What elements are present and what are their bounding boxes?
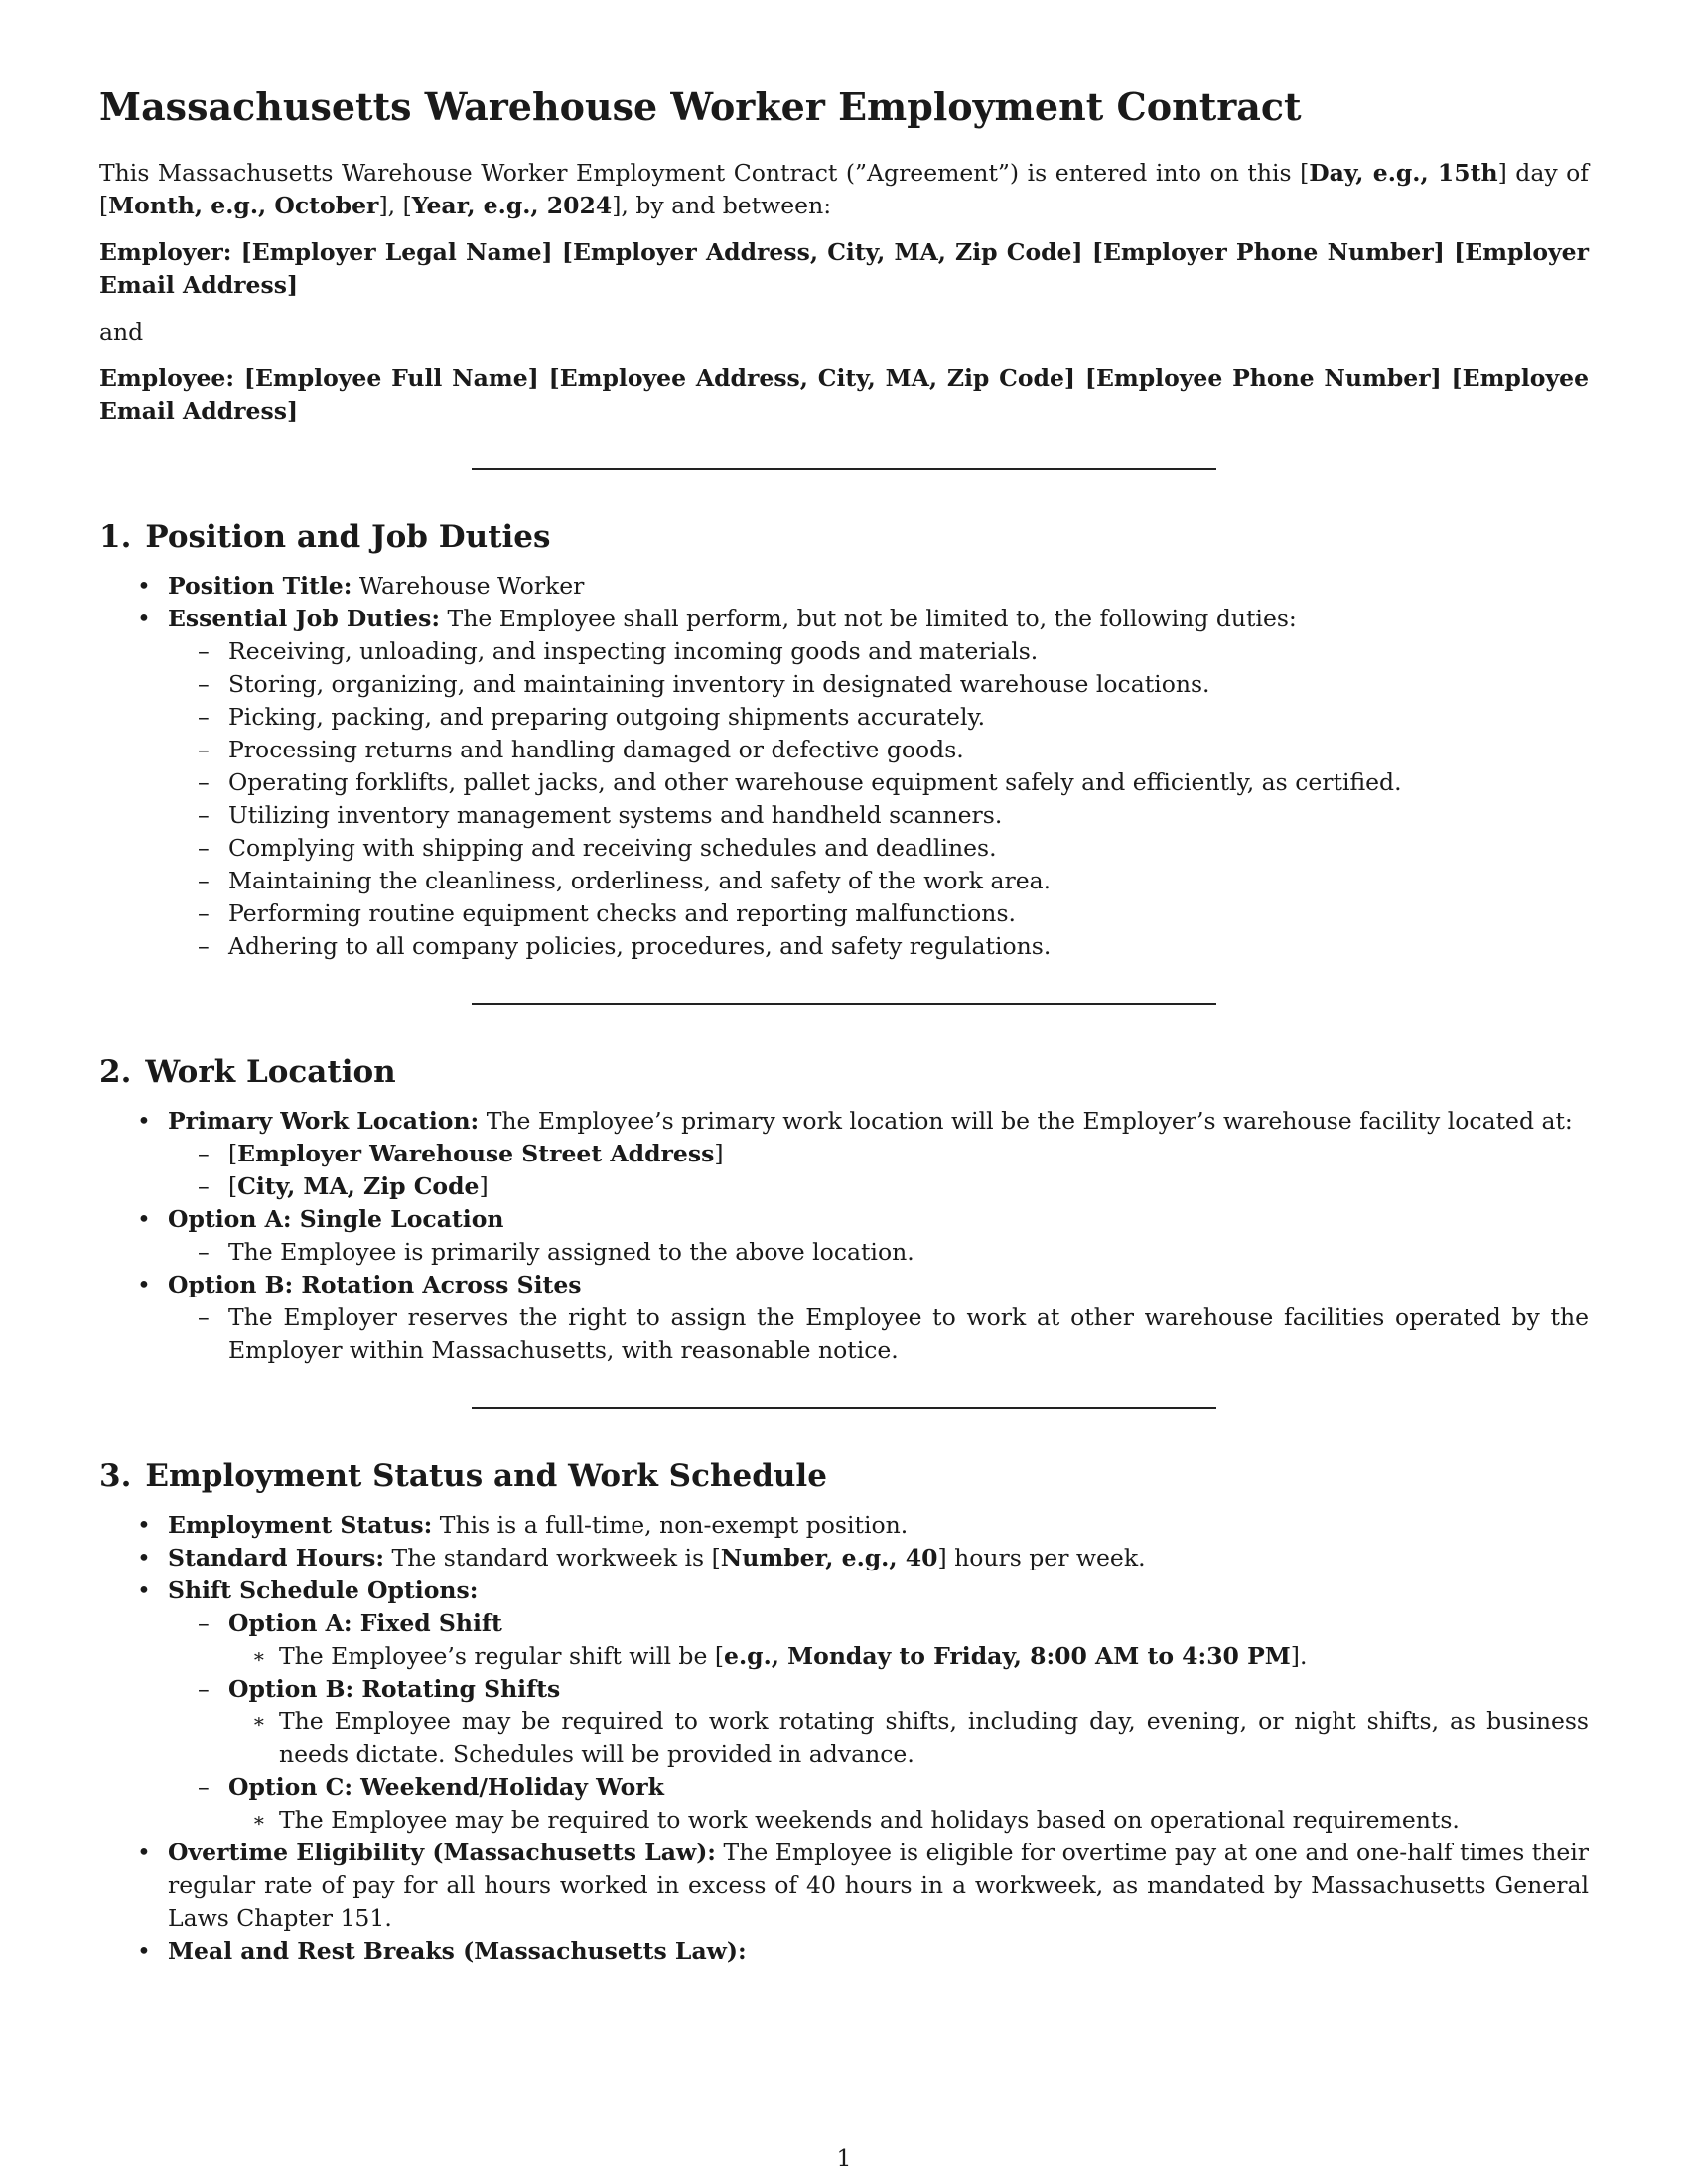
- shift-option-b-text: ∗ The Employee may be required to work rotating shifts, including day, evening, or night shifts, as business needs dictate. Schedules will be provided in advance.: [228, 1706, 1589, 1771]
- year-placeholder: Year, e.g., 2024: [411, 191, 613, 219]
- option-a-text: – The Employee is primarily assigned to the above location.: [168, 1236, 1589, 1269]
- shift-option-c: – Option C: Weekend/Holiday Work ∗ The Employee may be required to work weekends and holidays based on operational requirements.: [168, 1771, 1589, 1837]
- employee-label: Employee:: [99, 363, 235, 392]
- day-placeholder: Day, e.g., 15th: [1309, 158, 1498, 187]
- address-city: – [City, MA, Zip Code]: [168, 1170, 1589, 1203]
- duty-item: – Receiving, unloading, and inspecting incoming goods and materials.: [168, 635, 1589, 668]
- shift-option-a-text: ∗ The Employee’s regular shift will be [e.g., Monday to Friday, 8:00 AM to 4:30 PM].: [228, 1640, 1589, 1673]
- document-title: Massachusetts Warehouse Worker Employment Contract: [99, 84, 1302, 129]
- employee-email: Employee Email Address: [99, 363, 1590, 425]
- duty-item: – Operating forklifts, pallet jacks, and other warehouse equipment safely and efficiently, as certified.: [168, 766, 1589, 799]
- section-1-heading: 1. Position and Job Duties: [99, 518, 551, 555]
- duty-item: – Storing, organizing, and maintaining inventory in designated warehouse locations.: [168, 668, 1589, 701]
- employee-phone: Employee Phone Number: [1095, 363, 1431, 392]
- list-item: • Employment Status: This is a full-time, non-exempt position.: [99, 1509, 1589, 1542]
- section-3-heading: 3. Employment Status and Work Schedule: [99, 1458, 827, 1495]
- section-divider: [472, 1003, 1216, 1005]
- list-item: • Position Title: Warehouse Worker: [99, 570, 1589, 603]
- duties-list: [168, 635, 1589, 963]
- section-2-heading: 2. Work Location: [99, 1053, 396, 1090]
- list-item: • Shift Schedule Options: – Option A: Fixed Shift ∗ The Employee’s regular shift will be [e.g., Monday to Friday, 8:00 AM to 4:30 PM]. – Option B: Rotating Shifts ∗ The Employee may be required to work rotating shifts, including day, evening, or night shifts, as business needs dictate. Schedules will be provided in advance. – Option C: Weekend/Holiday Work ∗ The Employee may be required to work weekends and holidays based on operational requirements.: [99, 1574, 1589, 1837]
- employee-address: Employee Address, City, MA, Zip Code: [559, 363, 1064, 392]
- employee-block: Employee: [Employee Full Name] [Employee Address, City, MA, Zip Code] [Employee Phone Number] [Employee Email Address]: [99, 363, 1590, 425]
- duty-item: – Complying with shipping and receiving schedules and deadlines.: [168, 832, 1589, 865]
- duty-item: – Maintaining the cleanliness, orderliness, and safety of the work area.: [168, 865, 1589, 897]
- list-item: • Option A: Single Location – The Employee is primarily assigned to the above location.: [99, 1203, 1589, 1269]
- list-item: • Primary Work Location: The Employee’s primary work location will be the Employer’s warehouse facility located at: – [Employer Warehouse Street Address] – [City, MA, Zip Code]: [99, 1105, 1589, 1203]
- list-item: • Overtime Eligibility (Massachusetts Law): The Employee is eligible for overtime pay at one and one-half times their regular rate of pay for all hours worked in excess of 40 hours in a workweek, as mandated by Massachusetts General Laws Chapter 151.: [99, 1837, 1589, 1935]
- employer-phone: Employer Phone Number: [1102, 237, 1434, 266]
- section-1-list: [99, 570, 1589, 963]
- section-2-list: [99, 1105, 1589, 1367]
- employer-address: Employer Address, City, MA, Zip Code: [572, 237, 1072, 266]
- duty-item: – Utilizing inventory management systems and handheld scanners.: [168, 799, 1589, 832]
- employee-name: Employee Full Name: [254, 363, 528, 392]
- option-b-text: – The Employer reserves the right to assign the Employee to work at other warehouse facilities operated by the Employer within Massachusetts, with reasonable notice.: [168, 1301, 1589, 1367]
- duty-item: – Processing returns and handling damaged or defective goods.: [168, 734, 1589, 766]
- employer-email: Employer Email Address: [99, 237, 1589, 299]
- section-3-list: [99, 1509, 1589, 1968]
- employer-label: Employer:: [99, 237, 232, 266]
- duty-item: – Picking, packing, and preparing outgoing shipments accurately.: [168, 701, 1589, 734]
- duty-item: – Performing routine equipment checks and reporting malfunctions.: [168, 897, 1589, 930]
- list-item: • Standard Hours: The standard workweek is [Number, e.g., 40] hours per week.: [99, 1542, 1589, 1574]
- list-item: • Meal and Rest Breaks (Massachusetts Law):: [99, 1935, 1589, 1968]
- employer-block: Employer: [Employer Legal Name] [Employer Address, City, MA, Zip Code] [Employer Phone Number] [Employer Email Address]: [99, 237, 1589, 299]
- month-placeholder: Month, e.g., October: [108, 191, 379, 219]
- list-item: • Essential Job Duties: The Employee shall perform, but not be limited to, the following duties: – Receiving, unloading, and inspecting incoming goods and materials. – Storing, organizing, and maintaining inventory in designated warehouse locations. – Picking, packing, and preparing outgoing shipments accurately. – Processing returns and handling damaged or defective goods. – Operating forklifts, pallet jacks, and other warehouse equipment safely and efficiently, as certified. – Utilizing inventory management systems and handheld scanners. – Complying with shipping and receiving schedules and deadlines. – Maintaining the cleanliness, orderliness, and safety of the work area. – Performing routine equipment checks and reporting malfunctions. – Adhering to all company policies, procedures, and safety regulations.: [99, 603, 1589, 963]
- shift-option-a: – Option A: Fixed Shift ∗ The Employee’s regular shift will be [e.g., Monday to Friday, 8:00 AM to 4:30 PM].: [168, 1607, 1589, 1673]
- shift-option-b: – Option B: Rotating Shifts ∗ The Employee may be required to work rotating shifts, including day, evening, or night shifts, as business needs dictate. Schedules will be provided in advance.: [168, 1673, 1589, 1771]
- employer-name: Employer Legal Name: [251, 237, 542, 266]
- page-number: 1: [836, 2144, 852, 2172]
- duty-item: – Adhering to all company policies, procedures, and safety regulations.: [168, 930, 1589, 963]
- section-divider: [472, 1407, 1216, 1409]
- and-text: and: [99, 317, 144, 345]
- section-divider: [472, 468, 1216, 470]
- list-item: • Option B: Rotation Across Sites – The Employer reserves the right to assign the Employee to work at other warehouse facilities operated by the Employer within Massachusetts, with reasonable notice.: [99, 1269, 1589, 1367]
- address-street: – [Employer Warehouse Street Address]: [168, 1138, 1589, 1170]
- shift-option-c-text: ∗ The Employee may be required to work weekends and holidays based on operational requirements.: [228, 1804, 1589, 1837]
- intro-paragraph: This Massachusetts Warehouse Worker Employment Contract (”Agreement”) is entered into on this [Day, e.g., 15th] day of [Month, e.g., October], [Year, e.g., 2024], by and between:: [99, 158, 1589, 219]
